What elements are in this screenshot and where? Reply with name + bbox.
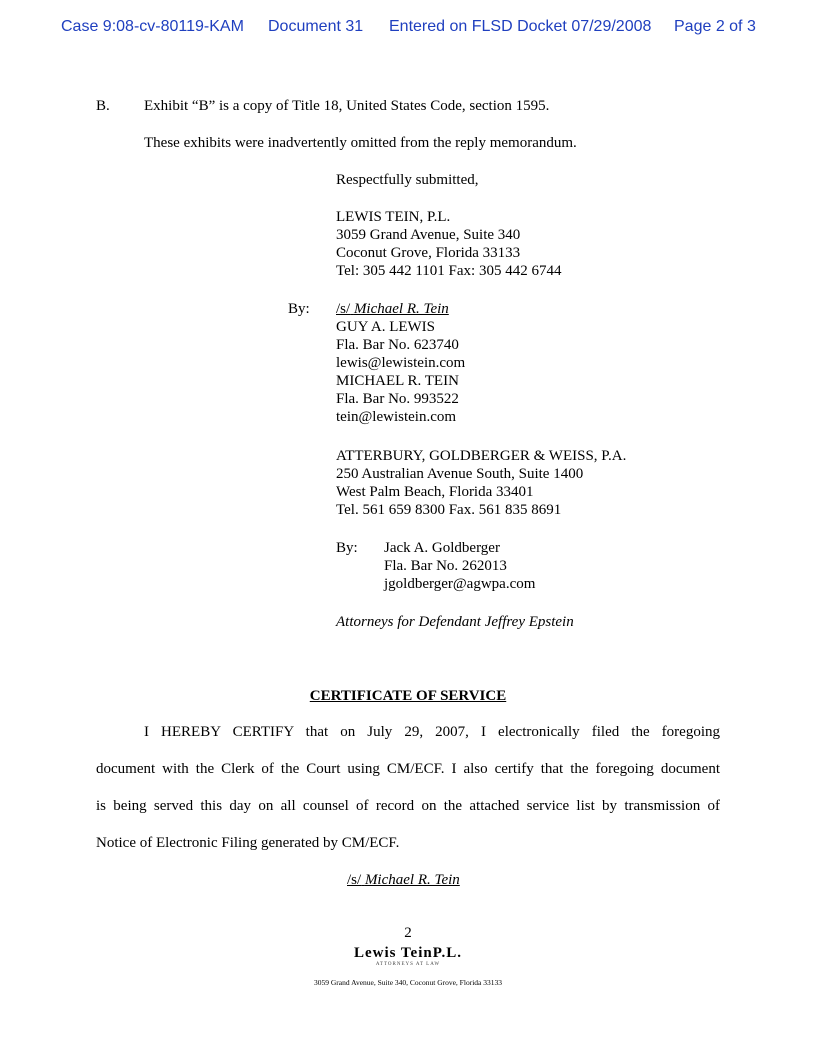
signature-prefix: /s/	[347, 872, 362, 888]
signature-prefix: /s/	[336, 301, 351, 317]
certificate-last-line: Notice of Electronic Filing generated by CM/ECF.	[96, 835, 400, 851]
signature-block-goldberger	[384, 539, 535, 593]
firm-phone-fax: Tel. 561 659 8300 Fax. 561 835 8691	[336, 502, 562, 518]
attorneys-for: Attorneys for Defendant Jeffrey Epstein	[336, 614, 574, 630]
firm-lewis-tein-block	[336, 208, 561, 280]
exhibit-description: Exhibit “B” is a copy of Title 18, United States Code, section 1595.	[144, 98, 550, 114]
signature-block-tein	[336, 300, 465, 426]
exhibit-letter: B.	[96, 98, 110, 114]
footer-logo	[0, 945, 816, 961]
signature-name: Michael R. Tein	[353, 301, 449, 317]
omitted-note: These exhibits were inadvertently omitted from the reply memorandum.	[144, 135, 577, 151]
attorney-line: Fla. Bar No. 262013	[384, 558, 507, 574]
firm-atterbury-block	[336, 447, 626, 519]
document-number: Document 31	[268, 18, 364, 35]
docket-header	[0, 18, 816, 38]
firm-phone-fax: Tel: 305 442 1101 Fax: 305 442 6744	[336, 263, 562, 279]
certificate-heading: CERTIFICATE OF SERVICE	[309, 688, 507, 704]
by-label: By:	[336, 540, 358, 556]
signature-name: Michael R. Tein	[364, 872, 460, 888]
attorney-line: GUY A. LEWIS	[336, 319, 436, 335]
firm-name: ATTERBURY, GOLDBERGER & WEISS, P.A.	[336, 448, 627, 464]
case-number: Case 9:08-cv-80119-KAM	[61, 18, 244, 35]
firm-address-line-2: Coconut Grove, Florida 33133	[336, 245, 521, 261]
certificate-line: is being served this day on all counsel of record on the attached service list by transmission of	[96, 798, 720, 814]
page-number: 2	[404, 925, 412, 941]
firm-name: LEWIS TEIN, P.L.	[336, 209, 451, 225]
certificate-line: I HEREBY CERTIFY that on July 29, 2007, I electronically filed the foregoing	[144, 724, 720, 740]
attorney-email: lewis@lewistein.com	[336, 355, 466, 371]
certificate-heading-row	[0, 687, 816, 705]
attorney-line: MICHAEL R. TEIN	[336, 373, 459, 389]
attorney-line: Fla. Bar No. 623740	[336, 337, 459, 353]
logo-text: Lewis Tein	[353, 945, 433, 961]
footer-address: 3059 Grand Avenue, Suite 340, Coconut Grove, Florida 33133	[314, 978, 502, 987]
certificate-line: document with the Clerk of the Court using CM/ECF. I also certify that the foregoing document	[96, 761, 720, 777]
firm-address-line-1: 250 Australian Avenue South, Suite 1400	[336, 466, 584, 482]
electronic-signature	[336, 300, 465, 318]
page-count: Page 2 of 3	[674, 18, 756, 35]
attorney-email: jgoldberger@agwpa.com	[384, 576, 536, 592]
attorney-line: Jack A. Goldberger	[384, 540, 500, 556]
docket-entry-date: Entered on FLSD Docket 07/29/2008	[389, 18, 652, 35]
certificate-signature	[347, 871, 460, 889]
by-label: By:	[288, 301, 310, 317]
attorney-email: tein@lewistein.com	[336, 409, 457, 425]
closing-line: Respectfully submitted,	[336, 172, 479, 188]
attorney-line: Fla. Bar No. 993522	[336, 391, 459, 407]
logo-tagline: ATTORNEYS AT LAW	[375, 962, 441, 967]
firm-address-line-2: West Palm Beach, Florida 33401	[336, 484, 534, 500]
firm-address-line-1: 3059 Grand Avenue, Suite 340	[336, 227, 521, 243]
logo-suffix: P.L.	[432, 945, 463, 961]
